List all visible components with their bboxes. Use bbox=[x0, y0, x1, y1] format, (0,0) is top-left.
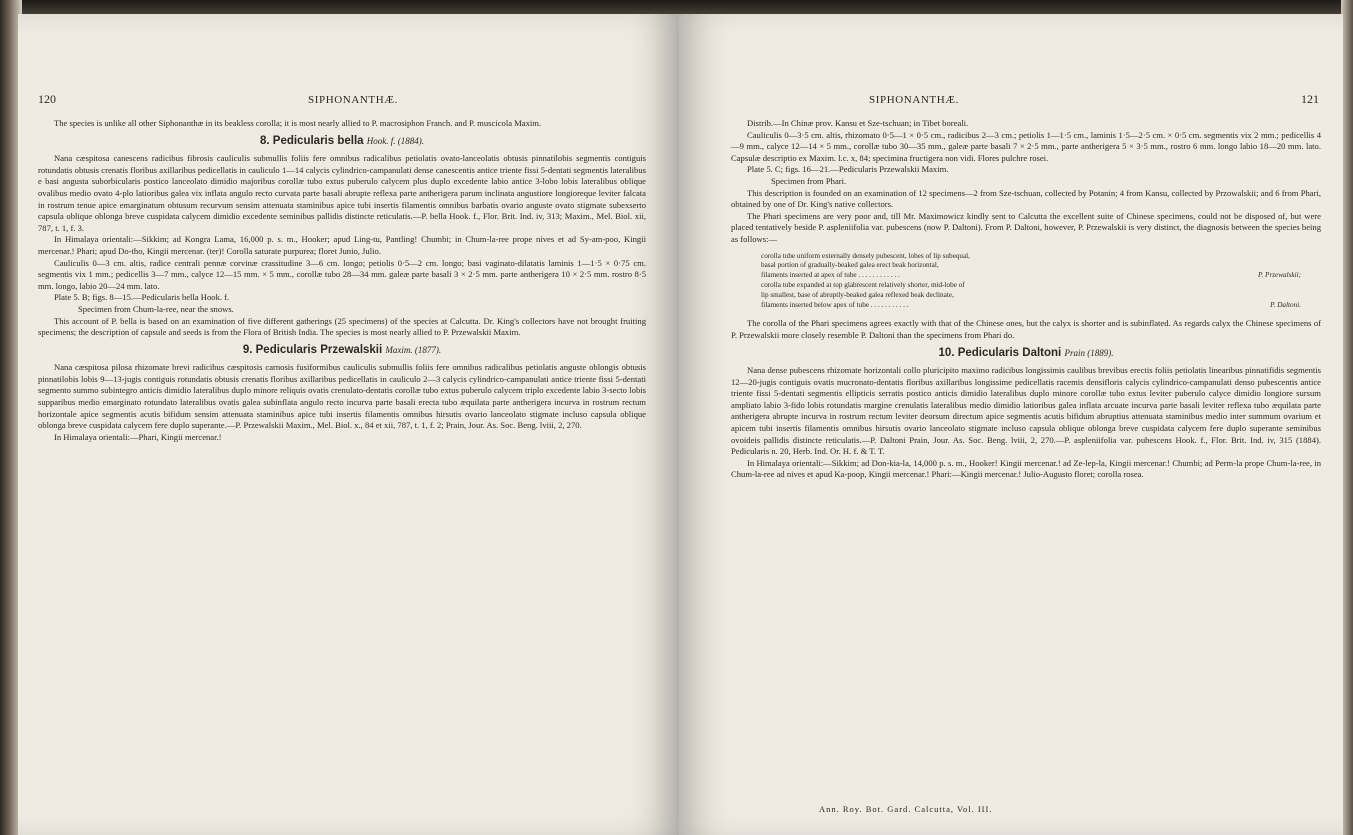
key-species: P. Daltoni. bbox=[1270, 300, 1301, 309]
section-title: 8. Pedicularis bella bbox=[259, 134, 364, 147]
key-text: corolla tube uniform externally densely pubescent, lobes of lip subequal, bbox=[761, 251, 970, 260]
running-head: SIPHONANTHÆ. bbox=[869, 94, 960, 106]
left-page bbox=[18, 14, 679, 835]
diagnostic-key bbox=[761, 252, 1301, 311]
right-body bbox=[731, 118, 1321, 481]
note-paragraph: The Phari specimens are very poor and, till Mr. Maximowicz kindly sent to Calcutta the excellent suite of Chinese specimens, could not be disposed of, but were placed tentatively beside P. aspleniifolia var. pubescens (now P. Daltoni). From P. Daltoni, however, P. Przewalskii is very distinct, the diagnosis between the species being as follows:— bbox=[731, 210, 1321, 244]
locality-paragraph: In Himalaya orientali:—Sikkim; ad Kongra Lama, 16,000 p. s. m., Hooker; apud Ling-tu, Pantling! Chumbi; in Chum-la-ree prope nives et ad Sy-am-poo, Kingii mercenar.! Phari; apud Do-tho, Kingii mercenar. (ter)! Corolla saturate purpurea; floret Junio, Julio. bbox=[38, 234, 646, 256]
key-text: filaments inserted below apex of tube . . . . . . . . . . . bbox=[761, 300, 909, 309]
section-heading bbox=[38, 345, 646, 357]
section-title: 10. Pedicularis Daltoni bbox=[938, 346, 1062, 359]
key-row bbox=[761, 261, 1301, 271]
section-heading bbox=[731, 348, 1321, 360]
right-page bbox=[679, 14, 1343, 835]
locality-paragraph: In Himalaya orientali:—Sikkim; ad Don-kia-la, 14,000 p. s. m., Hooker! Kingii mercenar.! ad Ze-lep-la, Kingii mercenar.! Chumbi; ad Perm-la prope Chum-la-ree, in Chum-la-ree ad nives et apud Ka-poop, Kingii mercenar.! Phari:—Kingii mercenar.! Julio-Augusto floret; corolla rosea. bbox=[731, 457, 1321, 480]
key-text: corolla tube expanded at top glabrescent relatively shorter, mid-lobe of bbox=[761, 280, 965, 289]
latin-description: Nana cæspitosa canescens radicibus fibrosis cauliculis submullis foliis fere omnibus radicalibus petiolatis ovato-lanceolatis obtusis pinnatilobis segmentis contiguis rotundatis obtusis crenatis floribus axillaribus pedicellatis in cauliculo 1—14 calycis cylindrico-campanulati dense canescentis antice triente fissi 5-dentati segmentis lateralibus e basi angusta suborbicularis postico lanceolato dimidio majoribus corollæ tubo extus puberulo calycem plus duplo excedente labio antice 3-lobo lobis lateralibus oblique ovalibus medio ovato 4-plo latioribus galea vix inflata angulo recto curvata parte basali abrupte reflexa parte antherigera parum inclinata angustiore longioreque leviter falcata in rostrum tenue apice emarginatum obtusum recurvum sensim attenuata staminibus apice tubi insertis filamentis omnibus barbatis ovario anguste ovato stigmate subexserto capsula oblique oblonga breve cuspidata calycem dimidio excedente seminibus pallidis distincte reticulatis.—P. bella Hook. f., Flor. Brit. Ind. iv, 313; Maxim., Mel. Biol. xii, 787, t. 1, f. 3. bbox=[38, 153, 646, 233]
key-text: basal portion of gradually-beaked galea erect beak horizontal, bbox=[761, 261, 939, 270]
key-row bbox=[761, 252, 1301, 262]
specimen-line: Specimen from Chum-la-ree, near the snows. bbox=[78, 303, 234, 314]
plate-reference: Plate 5. C; figs. 16—21.—Pedicularis Przewalskii Maxim. bbox=[747, 164, 949, 175]
key-text: filaments inserted at apex of tube . . . . . . . . . . . . bbox=[761, 271, 900, 280]
page-number: 120 bbox=[38, 92, 56, 106]
note-paragraph: This description is founded on an examination of 12 specimens—2 from Sze-tschuan, collected by Potanin; 4 from Kansu, collected by Przowalskii; and 6 from Phari, obtained by one of Dr. King's native collectors. bbox=[731, 187, 1321, 210]
page-footer: Ann. Roy. Bot. Gard. Calcutta, Vol. III. bbox=[819, 804, 993, 814]
latin-description: Nana cæspitosa pilosa rhizomate brevi radicibus cæspitosis carnosis fusiformibus cauliculis submullis foliis fere omnibus radicalibus petiolatis anguste oblongis obtusis pinnatilobis lobis 9—13-jugis contiguis rotundatis obtusis crenatis floribus axillaribus pedicellatis in cauliculo 2—3 calycis cylindrico-campanulati antice triente fissi 5-dentati segmento summo subintegro anticis dimidio lateralibus duplo minore reliquis ovatis crenulato-dentatis corollæ tubo extus puberulo calycem triplo excedente labio 3-secto lobis supparibus medio emarginato rotundato lateralibus ovatis galea subinflata angulo recto incurva parte basali erecta tubo æquilata parte antherigera incurva in rostrum rectum horizontale apice segmentis acutis bifidum sensim attenuata staminibus apice tubi insertis filamentis omnibus hirsutis ovario lanceolato stigmate incluso capsula oblique oblonga breve cuspidata calycem fere duplo superante.—P. Przewalskii Maxim., Mel. Biol. x., 84 et xii, 787, t. 1, f. 2; Prain, Jour. As. Soc. Beng. lviii, 2, 270. bbox=[38, 362, 646, 431]
section-authority: Maxim. (1877). bbox=[385, 344, 442, 355]
intro-paragraph: The species is unlike all other Siphonanthæ in its beakless corolla; it is most nearly allied to P. macrosiphon Franch. and P. muscicola Maxim. bbox=[54, 118, 542, 128]
page-number: 121 bbox=[1301, 92, 1319, 106]
note-paragraph: The corolla of the Phari specimens agrees exactly with that of the Chinese ones, but the calyx is shorter and is subinflated. As regards calyx the Chinese specimens of P. Przewalskii more closely resemble P. Daltoni than the specimens from Phari do. bbox=[731, 318, 1321, 340]
section-authority: Hook. f. (1884). bbox=[366, 135, 424, 146]
section-heading bbox=[38, 136, 646, 148]
left-body bbox=[38, 118, 646, 443]
measurements-paragraph: Cauliculis 0—3 cm. altis, radice centrali pennæ corvinæ crassitudine 3—6 cm. longo; petiolis 0·5—2 cm. longo; basi vaginato-dilatatis laminis 1—1·5 × 0·75 cm. segmentis vix 1 mm.; pedicellis 3—7 mm., calyce 12—15 mm. × 5 mm., corollæ tubo 28—34 mm. galeæ parte basali 3 × 2·5 mm. parte antherigera 10 × 2·5 mm. rostro 8·5 mm. longo, labio 20—24 mm. lato. bbox=[38, 257, 646, 291]
key-row bbox=[761, 301, 1301, 311]
locality-paragraph: In Himalaya orientali:—Phari, Kingii mercenar.! bbox=[54, 431, 222, 442]
key-species: P. Przewalskii; bbox=[1258, 271, 1301, 280]
key-text: lip smallest, base of abruptly-beaked galea reflexed beak declinate, bbox=[761, 290, 954, 299]
plate-reference: Plate 5. B; figs. 8—15.—Pedicularis bella Hook. f. bbox=[54, 292, 230, 303]
key-row bbox=[761, 271, 1301, 281]
distribution-paragraph: Distrib.—In Chinæ prov. Kansu et Sze-tschuan; in Tibet boreali. bbox=[747, 118, 969, 128]
note-paragraph: This account of P. bella is based on an examination of five different gatherings (25 specimens) of the species at Calcutta. Dr. King's collectors have not brought fruiting specimens; the description of capsule and seeds is from the Flora of British India. The species is most nearly allied to P. Przewalskii Maxim. bbox=[38, 315, 646, 338]
latin-description: Nana dense pubescens rhizomate horizontali collo pluricipito maximo radicibus longissimis caulibus brevibus erectis foliis petiolatis linearibus pinnatifidis segmentis 12—20-jugis contiguis ovatis mucronato-dentatis floribus axillaribus longissime pedicellatis racemis densifloris calycis cylindrico-campanulati denso pubescentis antice triente fissi 5-dentati segmentis ellipticis serratis postico anticis dimidio lateralibus duplo minore corollæ tubo extus leviter puberulo calyce dimidio longiore sursum ampliato labio 3-fido lobis rotundatis margine crenulatis lateralibus medio dimidio latioribus galea inflata arcuate incurva parte basali leviter reflexa tubo æquilata parte antherigera abrupte incurva in rostrum rectum leviter deorsum directum apice segmentis acutis bifidum abruptius attenuata staminibus medio inter summum ovarium et apicem tubi insertis filamentis omnibus hirsutis ovario lanceolato stigmate incluso capsula oblique oblonga breve cuspidata calycem fere duplo superante seminibus ovoideis pallidis distincte reticulatis.—P. Daltoni Prain, Jour. As. Soc. Beng. lviii, 2, 270.—P. aspleniifolia var. pubescens Hook. f., Flor. Brit. Ind. iv, 315 (1884). Pedicularis n. 20, Herb. Ind. Or. H. f. & T. T. bbox=[731, 365, 1321, 457]
key-row bbox=[761, 281, 1301, 291]
section-title: 9. Pedicularis Przewalskii bbox=[242, 343, 383, 356]
section-authority: Prain (1889). bbox=[1064, 347, 1114, 358]
running-head: SIPHONANTHÆ. bbox=[308, 94, 399, 106]
key-row bbox=[761, 291, 1301, 301]
specimen-line: Specimen from Phari. bbox=[771, 175, 847, 186]
measurements-paragraph: Cauliculis 0—3·5 cm. altis, rhizomato 0·5—1 × 0·5 cm., radicibus 2—3 cm.; petiolis 1—1·5 cm., laminis 1·5—2·5 cm. × 0·5 cm. segmentis vix 2 mm.; pedicellis 4—9 mm., calyce 12—14 × 5 mm., corollæ tubo 30—35 mm., galeæ parte basali 7 × 2·5 mm., parte antherigera 5 × 3·5 mm., rostro 6 mm. longo labio 18—20 mm. lato. Capsulæ descriptio ex Maxim. l.c. x, 84; specimina fructigera non vidi. Flores pulchre rosei. bbox=[731, 129, 1321, 163]
